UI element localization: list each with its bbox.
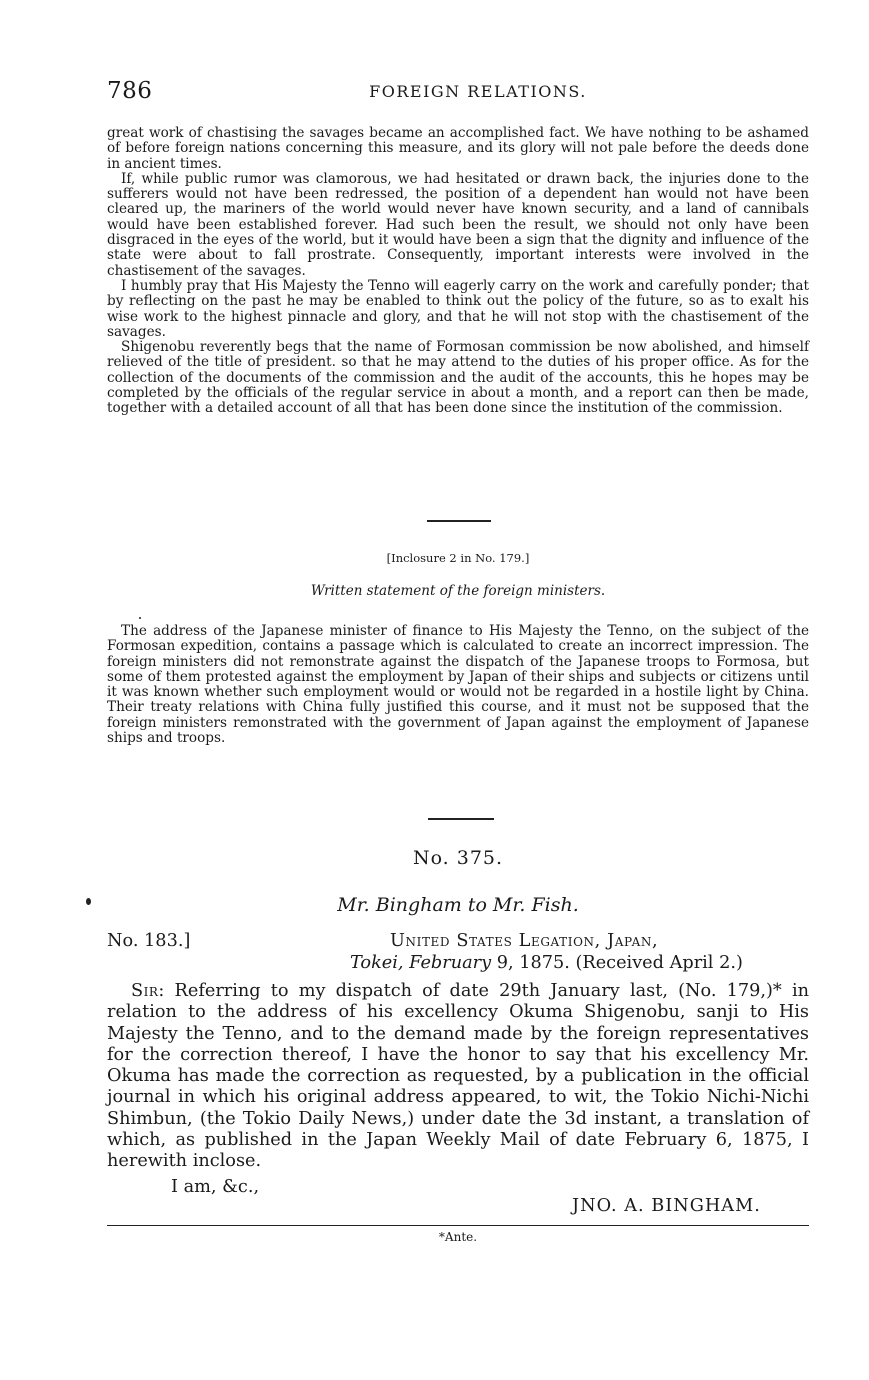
footnote-rule <box>107 1225 809 1226</box>
document-title: Mr. Bingham to Mr. Fish. <box>337 894 579 916</box>
letter-body <box>107 981 809 1173</box>
paragraph: The address of the Japanese minister of finance to His Majesty the Tenno, on the subject of the Formosan expedition, contains a passage which is calculated to create an incorrect impression. The foreign ministers did not remonstrate against the dispatch of the Japanese troops to Formosa, but some of them protested against the employment by Japan of their ships and subjects or citizens until it was known whether such employment would or would not be regarded in a hostile light by China. Their treaty relations with China fully justified this course, and it must not be supposed that the foreign ministers remonstrated with the government of Japan against the employment of Japanese ships and troops. <box>107 623 809 747</box>
legation-heading: United States Legation, Japan, <box>390 931 659 951</box>
section-divider <box>428 818 494 820</box>
paragraph: I humbly pray that His Majesty the Tenno will eagerly carry on the work and carefully ponder; that by reflecting on the past he may be enabled to think out the policy of the future, so as to exalt his wise work to the highest pinnacle and glory, and that he will not stop with the chastisement of the savages. <box>107 277 809 340</box>
document-number: No. 375. <box>412 847 504 869</box>
page-header <box>107 78 809 104</box>
paragraph: great work of chastising the savages became an accomplished fact. We have nothing to be ashamed of before foreign nations concerning this measure, and its glory will not pale before the deeds done in ancient times. <box>107 125 809 172</box>
ink-speck <box>86 898 91 905</box>
running-head: FOREIGN RELATIONS. <box>369 82 587 101</box>
page-number: 786 <box>107 78 153 104</box>
ink-speck <box>139 617 141 619</box>
inclosure-label: [Inclosure 2 in No. 179.] <box>386 551 530 565</box>
foreign-ministers-statement <box>107 624 809 746</box>
paragraph: Shigenobu reverently begs that the name of Formosan commission be now abolished, and himself relieved of the title of president. so that he may attend to the duties of his proper office. As for the collection of the documents of the commission and the audit of the accounts, this he hopes may be completed by the officials of the regular service in about a month, and a report can then be made, together with a detailed account of all that has been done since the institution of the commission. <box>107 339 809 417</box>
dateline-place: Tokei, February <box>350 953 492 973</box>
dateline <box>350 953 743 974</box>
footnote: *Ante. <box>438 1230 478 1244</box>
closing: I am, &c., <box>171 1177 260 1197</box>
letter-text: : Referring to my dispatch of date 29th January last, (No. 179,)* in relation to the address of his excellency Okuma Shigenobu, sanji to His Majesty the Tenno, and to the demand made by the foreign representatives for the correction thereof, I have the honor to say that his excellency Mr. Okuma has made the correction as requested, by a publication in the official journal in which his original address appeared, to wit, the Tokio Nichi-Nichi Shimbun, (the Tokio Daily News,) under date the 3d instant, a translation of which, as published in the Japan Weekly Mail of date February 6, 1875, I herewith inclose. <box>107 981 809 1172</box>
dispatch-number: No. 183.] <box>107 931 191 951</box>
letter-paragraph <box>107 981 809 1173</box>
section-divider <box>427 520 491 522</box>
dateline-date: 9, 1875. (Received April 2.) <box>496 953 743 973</box>
signature: JNO. A. BINGHAM. <box>572 1196 761 1216</box>
salutation: Sir <box>131 981 159 1001</box>
paragraph: If, while public rumor was clamorous, we had hesitated or drawn back, the injuries done to the sufferers would not have been redressed, the position of a dependent han would not have been cleared up, the mariners of the world would never have known security, and a land of cannibals would have been established forever. Had such been the result, we should not only have been disgraced in the eyes of the world, but it would have been a sign that the dignity and influence of the state were about to fall prostrate. Consequently, important interests were involved in the chastisement of the savages. <box>107 170 809 279</box>
minister-address-continuation <box>107 126 809 417</box>
statement-title: Written statement of the foreign ministers. <box>310 583 606 599</box>
